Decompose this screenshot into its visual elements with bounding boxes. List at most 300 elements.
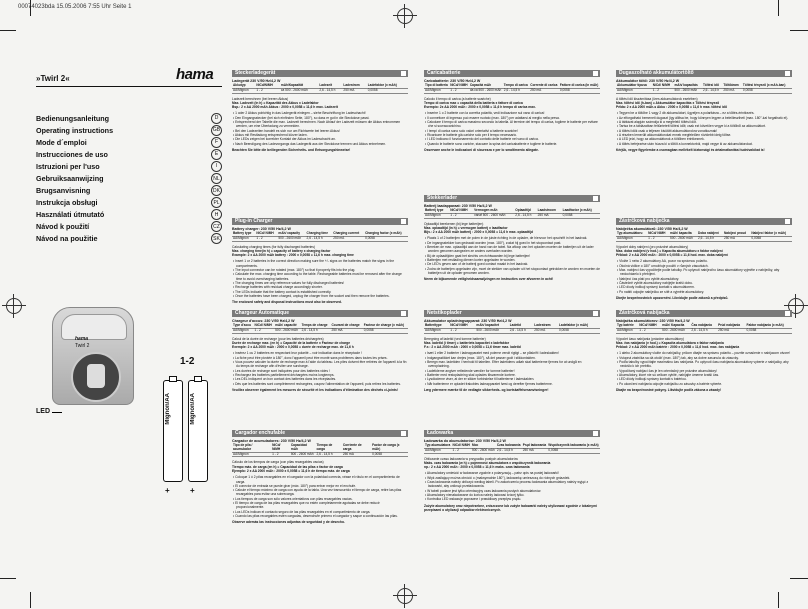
language-flag-icon	[593, 71, 598, 76]
section-header	[232, 70, 408, 77]
plus-sign: +	[165, 486, 170, 495]
bullet-text: Akumulatory nienaładowane do końca należy ładować krócej tylko.	[426, 492, 525, 497]
bullet-text: Rechargez les batteries partiellement déchargées moins longtemps.	[235, 372, 335, 377]
table-cell: 1 - 2	[255, 88, 280, 93]
table-cell: 2,6 - 14,5 h	[503, 88, 529, 93]
bullet-icon: •	[233, 128, 236, 133]
bullet-icon: •	[425, 355, 428, 360]
calc-line: Tempo di carica max = capacità della batteria x fattore di carica	[424, 100, 523, 105]
bullet-icon: •	[233, 293, 236, 298]
bullet-icon: •	[425, 262, 428, 267]
calc-line: Tiempo máx. de carga (en h) = Capacidad de las pilas x factor de carga	[232, 464, 343, 469]
spec-line: Nabíjačka akumulátorov: 230 V/50 Hz/4,2 W	[616, 319, 690, 323]
language-name: Návod k použití	[36, 222, 90, 232]
language-list	[36, 112, 222, 245]
section-footer-note: Neem de bijkomende veiligheidsaanwijzingen en instructies over afvoeren in acht!	[424, 277, 553, 282]
language-item	[36, 112, 222, 124]
table-cell: Fattore di carica (in mAh)	[559, 83, 599, 87]
instruction-section-sk	[616, 310, 792, 392]
battery-illustration	[163, 380, 183, 482]
table-cell: 2,6 - 14,5 h	[315, 452, 341, 457]
table-cell: vanaf 500 - 2600 mAh	[473, 213, 514, 218]
brand-logo: hama	[176, 66, 214, 83]
bullet-icon: •	[233, 501, 236, 506]
table-cell: 250 mA	[529, 88, 559, 93]
table-cell: 500 - 2600 mAh	[673, 88, 702, 93]
language-flag-icon	[401, 219, 406, 224]
section-footer-note: The enclosed safety and disposal instructions must also be observed.	[232, 300, 342, 305]
bullet-text: Ricaricare le batterie già cariche solo per il tempo necessario.	[427, 132, 518, 137]
bullet-text: El tiempo de carga de las pilas recargables que no estén completamente agotadas se debe reducir proporcionalmente.	[235, 501, 380, 510]
calc-line: Oplaadtijd berekenen (bij lege batterijen)	[424, 221, 484, 226]
calc-line: Max. Ladezeit (in h) = Kapazität des Akkus x Ladefaktor	[232, 100, 319, 105]
table-cell: Charging factor (x mAh)	[364, 232, 408, 236]
bullet-text: Plaats 1 of 2 batterijen met de polen in de juiste richting in de oplader, de hiervoor het opschrift in het laadvak.	[427, 236, 588, 241]
bullet-text: Coloque 1 ó 2 pilas recargables en el cargador con la polaridad correcta, véase el rótulo en el compartimiento de carga.	[235, 475, 400, 484]
bullet-icon: •	[617, 141, 619, 146]
table-cell: 0,0058	[547, 448, 600, 453]
table-cell: 500 - 2600 mAh	[277, 236, 305, 241]
bullet-icon: •	[233, 496, 236, 501]
language-item	[36, 160, 222, 172]
charger-socket-insert	[87, 364, 105, 388]
led-pointer-line	[52, 412, 62, 413]
language-flag-icon	[401, 431, 406, 436]
bullet-icon: •	[425, 137, 428, 142]
section-title: Netstikoplader	[427, 310, 462, 316]
spec-table	[616, 232, 792, 242]
table-cell: Typ batérie	[616, 324, 638, 328]
language-item	[36, 136, 222, 148]
language-name: Brugsanvisning	[36, 186, 91, 196]
table-cell: mAh/ kapacitet	[475, 324, 508, 328]
bullet-text: Les DEL indiquent un bon contact des batteries dans les réceptacles.	[235, 377, 337, 382]
bullet-text: Vložte 1 nebo 2 akumulátory AA, pozor na správnou polaritu.	[619, 259, 708, 264]
table-cell: Temps de charge	[301, 324, 331, 328]
table-cell: 2,6 - 14,5 h	[301, 328, 331, 333]
table-cell: NiCd/ NiMH	[449, 209, 473, 213]
table-cell: Corrente di carica	[530, 83, 558, 87]
calc-line: Max. oplaadtijd (in h) = vermogen batterij x laadfactor	[424, 225, 508, 230]
product-title: »Twirl 2«	[36, 74, 70, 83]
calc-line: Calculating charging times (for fully discharged batteries)	[232, 244, 316, 249]
language-code-badge: F	[211, 137, 222, 148]
language-code-badge: I	[211, 161, 222, 172]
bullet-text: Den Eingangsstecker (bei sich einfinden Seite, 180°), so dass er gut in die Steckdose passt.	[235, 115, 370, 120]
bullet-icon: •	[617, 285, 620, 290]
bullet-text: Calculate the max. charging time according to the table. Rechargeable batteries must be removed after the charge time to avoid overcharging batteries.	[235, 272, 402, 281]
table-cell: Typ akumulatora	[425, 443, 451, 447]
bullet-icon: •	[617, 120, 619, 125]
bullet-icon: •	[617, 381, 620, 386]
bullet-text: Zodra de batterijen opgeladen zijn, moet de stekker van oplader uit het stopcontact getrokken te worden en moeten de batterijen uit de oplader genomen worden.	[427, 266, 600, 275]
section-title: Stekkerlader	[427, 195, 458, 201]
language-item	[36, 197, 222, 209]
bullet-icon: •	[233, 360, 236, 365]
table-cell: Oplaadtijd	[514, 209, 536, 213]
bullet-icon: •	[425, 253, 428, 258]
table-cell: Batteritype	[424, 324, 449, 328]
table-cell: 250 mA	[522, 448, 548, 453]
calc-line: Példa: 2 x AA 2000 mAh-s Akku : 2000 x 0,0058 = 11,6 h max. töltési idő	[616, 105, 727, 110]
bullet-item	[616, 268, 792, 277]
bullet-text: Vous pouvez calculer la durée de recharge max à l'aide du tableau. Les piles doivent être retirées de l'appareil à la fin du temps de recharge afin d'éviter une surcharge.	[235, 360, 407, 369]
table-cell: 2,6 - 14,5 h	[306, 236, 333, 241]
calc-line: Bsp.: 2 x AA 2000 mAh Akkus : 2000 x 0,0058 = 11,6 h max. Ladezeit	[232, 105, 338, 110]
table-cell: 1 - 2	[638, 328, 661, 333]
bullet-text: A töltési idők csak a teljesen kisütött akkumulátorokra vonatkoznak!	[618, 128, 718, 133]
table-cell: 500 - 2600 mAh	[274, 328, 300, 333]
bullet-text: Az elforgatható bemeneti dugaszt (igy állítsa be, hogy könnyen legyen a beleillesztheti (max. 180°-kal forgatható el).	[618, 115, 789, 120]
table-row	[424, 448, 600, 453]
bullet-icon: •	[233, 268, 236, 273]
section-title: Zástrčková nabíjačka	[619, 310, 670, 316]
crop-mark	[790, 578, 808, 579]
language-item	[36, 185, 222, 197]
spec-line: Ładowarka do akumulatorów: 230 V/50 Hz/4,2 W	[424, 439, 506, 443]
table-cell: Töltési tényező (x mAh-ban)	[742, 84, 792, 88]
table-cell: 250 mA	[342, 452, 371, 457]
bullet-text: Die LEDs zeigen bei korrekter Kontakt der Akkus im Ladeschacht an.	[235, 137, 336, 142]
instruction-section-nl	[424, 195, 600, 281]
language-item	[36, 209, 222, 221]
bullet-icon: •	[617, 132, 619, 137]
bullet-icon: •	[425, 111, 428, 116]
language-flag-icon	[401, 71, 406, 76]
spec-table	[232, 444, 408, 457]
bullet-text: The charging times are only reference values for fully discharged batteries!	[235, 280, 345, 285]
bullet-icon: •	[425, 372, 428, 377]
bullet-text: I LED indicano il funzionamento del contatto delle batterie nel vano di carica.	[427, 137, 539, 142]
table-cell: AA/Mignon	[616, 328, 638, 333]
table-cell: mAh/ capacity	[277, 232, 305, 236]
table-cell: 2,6 - 14,5 h	[514, 213, 536, 218]
calc-line: Max. ladetid (i timer) = batteriets kapacitet x ladefaktor	[424, 340, 510, 345]
calc-line: Calcul de la durée de recharge (pour les batteries déchargées)	[232, 336, 324, 341]
table-cell: Vermogen mAh	[473, 209, 514, 213]
bullet-item	[424, 267, 600, 276]
table-cell: 2,6 - 14,5 h	[702, 88, 722, 93]
crop-mark	[0, 30, 16, 31]
bullet-icon: •	[617, 124, 620, 129]
language-flag-icon	[593, 431, 598, 436]
instruction-section-cz	[616, 218, 792, 300]
bullet-text: Insert 1 or 2 batteries in the correct direction making sure the +/- signs on the batteries match the signs in the compartments.	[235, 259, 395, 268]
section-title: Zástrčková nabíječka	[619, 218, 670, 224]
calc-line: Příklad: 2 x AA 2000 mAh : 2000 x 0,0058 = 11,6 hod. max. doba nabíjení	[616, 253, 728, 258]
table-row	[232, 88, 408, 93]
bullet-icon: •	[425, 120, 428, 125]
bullet-icon: •	[233, 377, 236, 382]
table-row	[424, 328, 600, 333]
language-code-badge: NL	[211, 173, 222, 184]
calc-line: Obliczanie czasu ładowania w przypadku pustych akumulatorów	[424, 456, 518, 461]
crop-mark	[778, 592, 779, 608]
bullet-text: Il connettore di ingresso può essere ruotato (max. 180°) per adattarsi al meglio nella presa.	[427, 115, 560, 120]
bullet-text: The LEDs indicate that the battery contact is established correctly.	[235, 289, 332, 294]
language-code-badge: PL	[211, 197, 222, 208]
table-row	[232, 236, 408, 241]
crop-mark	[790, 30, 808, 31]
bullet-text: Částečně vybité akumulátory nabíjejte kratší dobu.	[619, 280, 693, 285]
bullet-icon: •	[425, 480, 428, 485]
instruction-section-e	[232, 430, 408, 525]
spec-table	[232, 84, 408, 94]
plus-sign: +	[190, 486, 195, 495]
table-cell: AA/Mignon	[232, 328, 253, 333]
table-cell: Moc	[471, 444, 496, 448]
charger-plug-cover	[61, 314, 127, 340]
bullet-text: Akumulatory umieścić w ładowarce zgodnie z polaryzacją – patrz opis na pustej ładowarki!	[426, 471, 559, 476]
bullet-item	[232, 514, 408, 518]
bullet-icon: •	[425, 471, 427, 476]
charger-illustration	[52, 307, 134, 407]
table-cell: mAh/ capacité	[274, 324, 300, 328]
table-cell: AA/Mignon	[616, 88, 652, 93]
bullet-icon: •	[233, 141, 236, 146]
bullet-icon: •	[233, 111, 236, 116]
bullet-icon: •	[617, 111, 620, 116]
instruction-section-i	[424, 70, 600, 152]
table-cell: Type d'accu	[232, 324, 253, 328]
spec-line: Nabíječka akumulátorů: 230 V/50 Hz/4,2 W	[616, 227, 688, 231]
language-name: Návod na použitie	[36, 234, 98, 244]
instruction-section-de	[232, 70, 408, 152]
bullet-text: Nabíjecí čas platí pro vybité akumulátory.	[619, 276, 680, 281]
bullet-icon: •	[233, 115, 236, 120]
section-footer-note: Læg ydermere mærke til de vedlagte sikkerheds- og bortskaffelsesanvisninger!	[424, 387, 549, 392]
bullet-icon: •	[425, 257, 428, 262]
bullet-text: Cuando las pilas recargables estén cargadas, desenchufe primero el cargador y saque a continuación las pilas.	[235, 513, 398, 518]
registration-mark-icon	[397, 588, 413, 604]
language-item	[36, 124, 222, 136]
calc-line: Cálculo de los tiempos de carga (con pilas recargables vacías)	[232, 460, 324, 465]
bullet-icon: •	[617, 351, 620, 356]
table-cell: 1 - 2	[647, 236, 669, 241]
section-footer-note: Zużyte akumulatory oraz niepotrzebne, zniszczone lub zużyte ładowarki należy utylizować zgodnie z lokalnymi przepisami o utylizacji odpadów elektronicznych.	[424, 503, 597, 512]
table-cell: Ladefaktor (x mAh)	[558, 324, 600, 328]
bullet-icon: •	[233, 372, 236, 377]
bullet-icon: •	[425, 115, 428, 120]
bullet-text: 1 oder 2 Akkus polrichtig in das Ladegerät einlegen – siehe Beschriftung im Ladeschacht!	[235, 111, 366, 116]
section-footer-note: Osservare anche le indicazioni di sicurezza e per lo smaltimento allegate.	[424, 147, 539, 152]
crop-mark	[778, 0, 779, 16]
bullet-text: LED diódy indikujú správny kontakt s batériou.	[619, 377, 687, 382]
bullet-icon: •	[617, 368, 620, 373]
table-cell: AA/Mignon	[424, 88, 449, 93]
table-cell: mAh/Kapazität	[280, 84, 318, 88]
language-code-badge: GB	[211, 125, 222, 136]
table-cell: Nabíjecí faktor (x mAh)	[750, 232, 792, 236]
slots-label: 1-2	[180, 356, 195, 367]
calc-line: Max. charging time(in h) = capacity of battery x charging factor	[232, 248, 331, 253]
table-cell: Töltési idő	[702, 84, 722, 88]
section-footer-note: Observe además las instrucciones adjuntas de seguridad y de desecho.	[232, 520, 345, 525]
table-cell: NiCd/ NiMH	[452, 443, 470, 447]
bullet-text: Nach Beendigung des Ladevorgangs das Ladegerät aus der Steckdose trennen und Akkus entnehmen.	[235, 141, 387, 146]
language-code-badge: DK	[211, 185, 222, 196]
bullet-text: Once the batteries have been charged, unplug the charger from the socket and then remove the batteries.	[235, 293, 390, 298]
table-cell: Batterij type	[424, 209, 449, 213]
language-name: Gebruiksaanwijzing	[36, 174, 104, 184]
bullet-text: I tempi di carica sono solo valori orientativi a batterie scariche!	[427, 128, 518, 133]
table-cell: 1 - 2	[449, 328, 475, 333]
table-cell: 500 - 2600 mAh	[661, 328, 690, 333]
bullet-icon: •	[233, 513, 236, 518]
table-cell: 500 - 2600 mAh	[669, 236, 697, 241]
calc-line: Beregning af ladetid (ved tomme batterier)	[424, 336, 486, 341]
table-cell: AA/Mignon	[424, 328, 449, 333]
bullet-icon: •	[425, 128, 428, 133]
table-cell: 2,6 - 14,5 h	[496, 448, 522, 453]
table-row	[616, 236, 792, 241]
bullet-icon: •	[233, 488, 236, 493]
bullet-icon: •	[425, 497, 428, 502]
crop-mark	[0, 578, 16, 579]
bullet-item	[232, 501, 408, 510]
table-cell: Prúd nabíjania	[717, 324, 745, 328]
bullet-item	[232, 475, 408, 484]
charger-socket	[71, 352, 121, 402]
bullet-icon: •	[425, 245, 428, 250]
instruction-section-gb	[232, 218, 408, 304]
section-header	[424, 310, 600, 317]
bullet-icon: •	[233, 351, 236, 356]
language-name: Mode d´emploi	[36, 137, 87, 147]
spec-table	[424, 209, 600, 219]
bullet-text: Akkus mit Restladung entsprechend kürzer laden.	[234, 132, 308, 137]
bullet-icon: •	[233, 280, 236, 285]
section-header	[616, 310, 792, 317]
bullet-text: Beregn max. ladetiden i henhold til tabellen. Efter ladetidens udløb skal batterierne fjernes for at undgå en overopladning.	[427, 360, 582, 369]
language-flag-icon	[785, 311, 790, 316]
language-name: Használati útmutató	[36, 210, 105, 220]
table-cell: NiCd/ NiMH	[255, 232, 277, 236]
divider	[36, 86, 222, 87]
language-name: Istruzioni per l'uso	[36, 161, 100, 171]
section-footer-note: Dbejte bezpečnostních upozornění. Likvidujte podle zákonů a předpisů.	[616, 295, 729, 300]
table-cell: Facteur de charge (x mAh)	[363, 324, 408, 328]
bullet-text: Calcolare il tempo di carica massimo secondo la tabella. Al termine del tempo di carica, togliere le batterie per evitare che si sovraccarichino.	[427, 120, 598, 129]
table-cell: 0,0058	[371, 452, 408, 457]
table-cell: NiCd/ NiMH	[638, 324, 661, 328]
bullet-icon: •	[425, 475, 428, 480]
bullet-icon: •	[425, 351, 428, 356]
table-cell: ca 500 - 2600 mAh	[280, 88, 318, 93]
spec-line: Chargeur d'accus: 230 V/50 Hz/4,2 W	[232, 319, 295, 323]
table-cell: 0,0058	[558, 328, 600, 333]
instruction-section-dk	[424, 310, 600, 392]
bullet-text: Max. nabíjecí čas vypočítejte podle tabulky. Po uplynutí nabíjecího času akumulátory vyjměte z nabíječky, aby nedocházelo k přebíjení.	[619, 268, 780, 277]
table-cell: Ladestrom	[342, 84, 366, 88]
bullet-icon: •	[233, 289, 236, 294]
table-cell: 0,0058	[367, 88, 408, 93]
bullet-text: Ladetiderne angiver retledende værdier for tomme batterier!	[427, 368, 515, 373]
calc-line: Bijv.: 2 x AA 2000 mAh batterij : 2000 x 0,0058 = 11,6 h max. oplaadtijd	[424, 230, 533, 235]
table-cell: Tempo di carica	[503, 83, 528, 87]
table-cell: Charging time	[306, 232, 333, 236]
bullet-text: A LED jelzi, hogy az akkumulátorok a töltőben érintkeznek.	[618, 137, 705, 142]
section-title: Ładowarka	[427, 430, 454, 436]
section-header	[232, 430, 408, 437]
table-cell: Charging current	[332, 232, 364, 236]
spec-line: Akkumulator opladningsapparat: 230 V/50 Hz/4,2 W	[424, 319, 512, 323]
bullet-text: Po ukončení nabíjania odpojte nabíjačku zo zásuvky a batérie vyberte.	[619, 381, 723, 386]
led-label: LED	[36, 408, 50, 415]
table-cell: mAh/ kapacitás	[673, 84, 702, 88]
bullet-text: Når batterierne er opladet frakobles ladeapparatet først og derefter fjernes batterierne.	[427, 381, 553, 386]
table-cell: 0,0058	[364, 236, 408, 241]
table-cell: NiCd/NiMH	[255, 84, 280, 88]
bullet-text: Indgangsstikket kan drejes (max. 180°), så det passer godt i stikkontakten.	[427, 355, 536, 360]
table-cell: AA/Mignon	[424, 448, 451, 453]
file-header-line: 00074023bda 15.05.2006 7:55 Uhr Seite 1	[18, 4, 132, 10]
table-cell: Akkumulátor típusa	[616, 84, 652, 88]
section-title: Chargeur Automatique	[235, 310, 289, 316]
bullet-text: Wtyk zasilający można obrócić o (maksymalnie 180°), ładowarkę umieszczą do różnych gniazdek.	[427, 475, 571, 480]
bullet-icon: •	[425, 377, 428, 382]
table-cell: AA/Mignon	[616, 236, 647, 241]
calc-line: Výpočet doby nabíjení (pro prázdné akumulátory)	[616, 244, 689, 249]
bullet-icon: •	[233, 381, 236, 386]
table-cell: Typ akumulátoru	[616, 232, 647, 236]
bullet-text: A töltés befejezése után húzza ki a töltőt a konnektorból, majd vegye ki az akkumulátorokat.	[618, 141, 753, 146]
bullet-icon: •	[617, 355, 620, 360]
battery-label: Mignon/AA	[165, 393, 171, 425]
table-cell: Tiempo de carga	[315, 444, 341, 452]
table-cell: 2,6 - 14,5 h	[318, 88, 342, 93]
section-title: Cargador enchufable	[235, 430, 286, 436]
bullet-text: De LED's geven aan of de batterij goed contact maakt in het laadvak.	[427, 262, 529, 267]
table-cell: NiCd/ NiMH	[253, 324, 274, 328]
bullet-item	[424, 120, 600, 129]
bullet-text: 1 alebo 2 akumulátory vložte do nabíjačky, pričom dbajte na správnu polaritu – pozrite označenie v nabíjacom otvore!	[619, 351, 791, 356]
language-item	[36, 221, 222, 233]
language-flag-icon	[593, 196, 598, 201]
language-item	[36, 233, 222, 245]
bullet-icon: •	[617, 280, 620, 285]
table-cell: 2,6 - 14,5 h	[697, 236, 723, 241]
spec-table	[616, 84, 792, 94]
calc-line: Príklad: 2 x AA 2000 mAh batérie : 2000 x 0,0058 = 11,6 hod. max. čas nabíjania	[616, 345, 740, 350]
bullet-text: Vypočítaný nabíjací čas je len orientačný pre prázdne akumulátory!	[619, 368, 718, 373]
calc-line: Výpočet času nabíjania (prázdne akumulátory)	[616, 336, 684, 341]
bullet-item	[232, 272, 408, 281]
language-item	[36, 172, 222, 184]
bullet-text: De ingangsstekker kan gedraaid worden (max. 180°), zodat hij goed in het stopcontact past.	[427, 240, 562, 245]
bullet-icon: •	[617, 377, 620, 382]
bullet-text: The input connector can be rotated (max. 180°) so that it properly fits into the plug.	[235, 268, 356, 273]
table-cell: 2,6 - 14,5 h	[509, 328, 534, 333]
language-code-badge: SK	[211, 233, 222, 244]
section-footer-note: Dbajte na bezpečnostné pokyny. Likvidujte podľa zákona a zásady!	[616, 387, 722, 392]
instruction-section-pl	[424, 430, 600, 512]
bullet-text: Po nabití odpojte nabíječku ze sítě a vyjměte akumulátory.	[619, 289, 705, 294]
section-header	[616, 70, 792, 77]
section-footer-note: Beachten Sie bitte die beiliegenden Sicherheits- und Entsorgungshinweise!	[232, 147, 351, 152]
language-code-badge: CZ	[211, 221, 222, 232]
bullet-icon: •	[233, 509, 236, 514]
bullet-text: Kontrolka LED wskazuje poprawne i prawidłowy przepływ prądu.	[427, 497, 522, 502]
table-cell: Capacidad mAh	[290, 444, 316, 452]
table-cell: 250 mA	[342, 88, 366, 93]
charger-body	[52, 307, 134, 405]
bullet-text: LED diody indikují správný kontakt s akumulátorem.	[619, 285, 695, 290]
bullet-text: W tabeli podane jest tylko orientacyjny czas ładowania pustych akumulatorów.	[427, 488, 542, 493]
bullet-item	[232, 120, 408, 129]
calc-line: Max. čas nabíjania (v hod.) = Kapacita akumulátora x faktor nabíjania	[616, 340, 724, 345]
language-code-badge: H	[211, 209, 222, 220]
